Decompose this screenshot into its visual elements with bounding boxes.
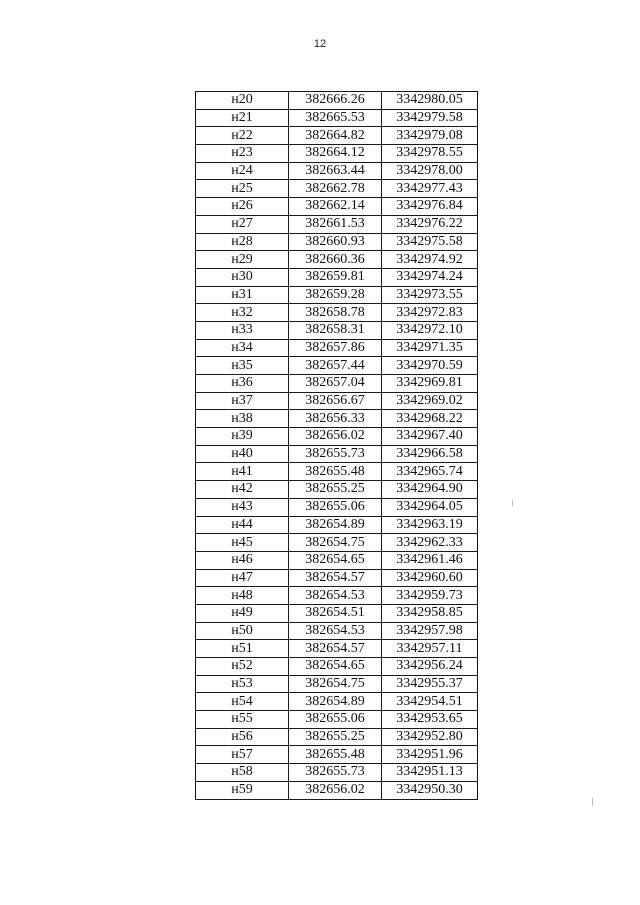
y-coordinate-cell: 3342958.85 — [382, 604, 478, 622]
y-coordinate-cell: 3342976.22 — [382, 215, 478, 233]
table-row — [196, 516, 478, 534]
y-coordinate-cell: 3342962.33 — [382, 534, 478, 552]
y-coordinate-cell: 3342978.55 — [382, 145, 478, 163]
point-name-cell: н42 — [196, 481, 289, 499]
y-coordinate-cell: 3342979.58 — [382, 109, 478, 127]
y-coordinate-cell: 3342957.98 — [382, 622, 478, 640]
x-coordinate-cell: 382655.73 — [289, 764, 382, 782]
y-coordinate-cell: 3342969.02 — [382, 392, 478, 410]
x-coordinate-cell: 382658.78 — [289, 304, 382, 322]
y-coordinate-cell: 3342968.22 — [382, 410, 478, 428]
x-coordinate-cell: 382655.48 — [289, 746, 382, 764]
point-name-cell: н32 — [196, 304, 289, 322]
y-coordinate-cell: 3342980.05 — [382, 92, 478, 110]
point-name-cell: н46 — [196, 551, 289, 569]
table-row — [196, 587, 478, 605]
coordinates-table-body — [196, 92, 478, 800]
y-coordinate-cell: 3342974.24 — [382, 268, 478, 286]
x-coordinate-cell: 382655.06 — [289, 711, 382, 729]
table-row — [196, 233, 478, 251]
point-name-cell: н26 — [196, 198, 289, 216]
point-name-cell: н56 — [196, 728, 289, 746]
x-coordinate-cell: 382656.67 — [289, 392, 382, 410]
y-coordinate-cell: 3342978.00 — [382, 162, 478, 180]
table-row — [196, 357, 478, 375]
x-coordinate-cell: 382662.78 — [289, 180, 382, 198]
y-coordinate-cell: 3342974.92 — [382, 251, 478, 269]
y-coordinate-cell: 3342961.46 — [382, 551, 478, 569]
table-row — [196, 534, 478, 552]
table-row — [196, 498, 478, 516]
point-name-cell: н36 — [196, 375, 289, 393]
scan-mark — [592, 798, 593, 806]
x-coordinate-cell: 382658.31 — [289, 321, 382, 339]
y-coordinate-cell: 3342979.08 — [382, 127, 478, 145]
table-row — [196, 375, 478, 393]
point-name-cell: н57 — [196, 746, 289, 764]
y-coordinate-cell: 3342956.24 — [382, 658, 478, 676]
page-number: 12 — [313, 38, 327, 50]
point-name-cell: н30 — [196, 268, 289, 286]
x-coordinate-cell: 382655.06 — [289, 498, 382, 516]
x-coordinate-cell: 382666.26 — [289, 92, 382, 110]
point-name-cell: н24 — [196, 162, 289, 180]
table-row — [196, 658, 478, 676]
x-coordinate-cell: 382659.81 — [289, 268, 382, 286]
point-name-cell: н49 — [196, 604, 289, 622]
point-name-cell: н21 — [196, 109, 289, 127]
table-row — [196, 198, 478, 216]
point-name-cell: н27 — [196, 215, 289, 233]
x-coordinate-cell: 382655.25 — [289, 481, 382, 499]
point-name-cell: н22 — [196, 127, 289, 145]
point-name-cell: н58 — [196, 764, 289, 782]
x-coordinate-cell: 382656.02 — [289, 781, 382, 799]
x-coordinate-cell: 382662.14 — [289, 198, 382, 216]
x-coordinate-cell: 382655.25 — [289, 728, 382, 746]
point-name-cell: н50 — [196, 622, 289, 640]
y-coordinate-cell: 3342970.59 — [382, 357, 478, 375]
table-row — [196, 286, 478, 304]
point-name-cell: н59 — [196, 781, 289, 799]
point-name-cell: н44 — [196, 516, 289, 534]
x-coordinate-cell: 382657.04 — [289, 375, 382, 393]
table-row — [196, 145, 478, 163]
point-name-cell: н52 — [196, 658, 289, 676]
x-coordinate-cell: 382654.65 — [289, 658, 382, 676]
point-name-cell: н47 — [196, 569, 289, 587]
table-row — [196, 109, 478, 127]
scan-mark — [512, 500, 513, 506]
table-row — [196, 463, 478, 481]
point-name-cell: н41 — [196, 463, 289, 481]
y-coordinate-cell: 3342971.35 — [382, 339, 478, 357]
table-row — [196, 693, 478, 711]
point-name-cell: н28 — [196, 233, 289, 251]
table-row — [196, 781, 478, 799]
point-name-cell: н37 — [196, 392, 289, 410]
table-row — [196, 764, 478, 782]
table-row — [196, 162, 478, 180]
y-coordinate-cell: 3342953.65 — [382, 711, 478, 729]
point-name-cell: н54 — [196, 693, 289, 711]
table-row — [196, 268, 478, 286]
table-row — [196, 428, 478, 446]
x-coordinate-cell: 382654.53 — [289, 622, 382, 640]
y-coordinate-cell: 3342975.58 — [382, 233, 478, 251]
x-coordinate-cell: 382659.28 — [289, 286, 382, 304]
x-coordinate-cell: 382655.48 — [289, 463, 382, 481]
y-coordinate-cell: 3342973.55 — [382, 286, 478, 304]
x-coordinate-cell: 382663.44 — [289, 162, 382, 180]
point-name-cell: н20 — [196, 92, 289, 110]
x-coordinate-cell: 382654.53 — [289, 587, 382, 605]
y-coordinate-cell: 3342951.13 — [382, 764, 478, 782]
point-name-cell: н33 — [196, 321, 289, 339]
y-coordinate-cell: 3342960.60 — [382, 569, 478, 587]
table-row — [196, 251, 478, 269]
table-row — [196, 551, 478, 569]
coordinates-table — [195, 91, 478, 800]
x-coordinate-cell: 382654.89 — [289, 693, 382, 711]
table-row — [196, 321, 478, 339]
table-row — [196, 215, 478, 233]
y-coordinate-cell: 3342972.83 — [382, 304, 478, 322]
y-coordinate-cell: 3342966.58 — [382, 445, 478, 463]
x-coordinate-cell: 382664.82 — [289, 127, 382, 145]
y-coordinate-cell: 3342964.05 — [382, 498, 478, 516]
point-name-cell: н38 — [196, 410, 289, 428]
x-coordinate-cell: 382654.51 — [289, 604, 382, 622]
point-name-cell: н23 — [196, 145, 289, 163]
x-coordinate-cell: 382654.65 — [289, 551, 382, 569]
table-row — [196, 675, 478, 693]
point-name-cell: н31 — [196, 286, 289, 304]
point-name-cell: н39 — [196, 428, 289, 446]
table-row — [196, 746, 478, 764]
x-coordinate-cell: 382657.86 — [289, 339, 382, 357]
point-name-cell: н55 — [196, 711, 289, 729]
table-row — [196, 604, 478, 622]
point-name-cell: н45 — [196, 534, 289, 552]
x-coordinate-cell: 382654.89 — [289, 516, 382, 534]
table-row — [196, 392, 478, 410]
table-row — [196, 711, 478, 729]
point-name-cell: н48 — [196, 587, 289, 605]
y-coordinate-cell: 3342959.73 — [382, 587, 478, 605]
x-coordinate-cell: 382661.53 — [289, 215, 382, 233]
table-row — [196, 481, 478, 499]
point-name-cell: н29 — [196, 251, 289, 269]
x-coordinate-cell: 382654.57 — [289, 640, 382, 658]
y-coordinate-cell: 3342952.80 — [382, 728, 478, 746]
table-row — [196, 569, 478, 587]
table-row — [196, 180, 478, 198]
table-row — [196, 304, 478, 322]
y-coordinate-cell: 3342969.81 — [382, 375, 478, 393]
x-coordinate-cell: 382664.12 — [289, 145, 382, 163]
y-coordinate-cell: 3342977.43 — [382, 180, 478, 198]
point-name-cell: н35 — [196, 357, 289, 375]
point-name-cell: н34 — [196, 339, 289, 357]
x-coordinate-cell: 382654.75 — [289, 534, 382, 552]
y-coordinate-cell: 3342972.10 — [382, 321, 478, 339]
x-coordinate-cell: 382654.57 — [289, 569, 382, 587]
table-row — [196, 622, 478, 640]
x-coordinate-cell: 382660.93 — [289, 233, 382, 251]
y-coordinate-cell: 3342963.19 — [382, 516, 478, 534]
x-coordinate-cell: 382656.33 — [289, 410, 382, 428]
x-coordinate-cell: 382654.75 — [289, 675, 382, 693]
table-row — [196, 445, 478, 463]
table-row — [196, 640, 478, 658]
point-name-cell: н53 — [196, 675, 289, 693]
point-name-cell: н43 — [196, 498, 289, 516]
y-coordinate-cell: 3342954.51 — [382, 693, 478, 711]
y-coordinate-cell: 3342976.84 — [382, 198, 478, 216]
point-name-cell: н40 — [196, 445, 289, 463]
y-coordinate-cell: 3342964.90 — [382, 481, 478, 499]
table-row — [196, 92, 478, 110]
y-coordinate-cell: 3342951.96 — [382, 746, 478, 764]
table-row — [196, 339, 478, 357]
x-coordinate-cell: 382660.36 — [289, 251, 382, 269]
y-coordinate-cell: 3342955.37 — [382, 675, 478, 693]
x-coordinate-cell: 382656.02 — [289, 428, 382, 446]
y-coordinate-cell: 3342965.74 — [382, 463, 478, 481]
table-row — [196, 728, 478, 746]
x-coordinate-cell: 382655.73 — [289, 445, 382, 463]
table-row — [196, 127, 478, 145]
y-coordinate-cell: 3342950.30 — [382, 781, 478, 799]
point-name-cell: н51 — [196, 640, 289, 658]
point-name-cell: н25 — [196, 180, 289, 198]
table-row — [196, 410, 478, 428]
x-coordinate-cell: 382665.53 — [289, 109, 382, 127]
x-coordinate-cell: 382657.44 — [289, 357, 382, 375]
y-coordinate-cell: 3342967.40 — [382, 428, 478, 446]
y-coordinate-cell: 3342957.11 — [382, 640, 478, 658]
